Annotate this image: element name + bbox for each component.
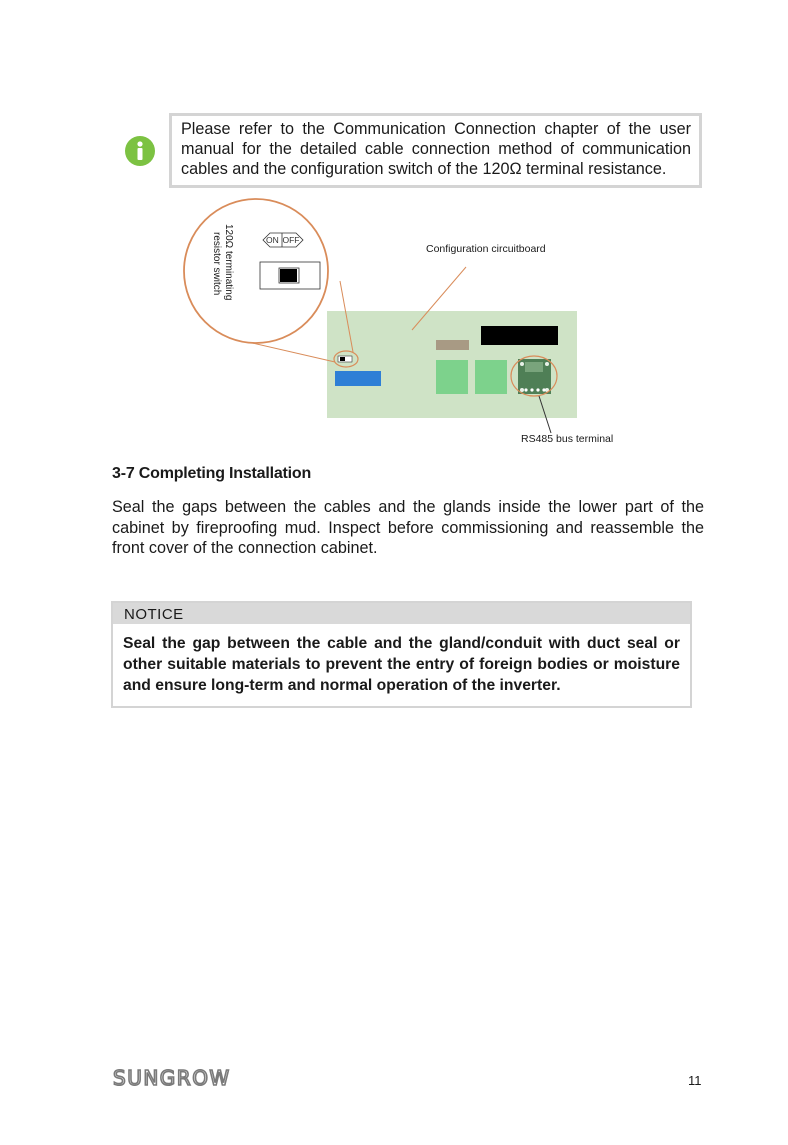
section-body: Seal the gaps between the cables and the glands inside the lower part of the cabinet by fireproofing mud. Inspect before commissioning and reassemble the front cover of the connection cabinet.: [112, 498, 704, 557]
switch-on-label: ON: [266, 235, 279, 245]
switch-label-line1: 120Ω terminating: [223, 224, 234, 301]
terminal-label: RS485 bus terminal: [521, 433, 614, 445]
brown-component: [436, 340, 469, 350]
logo-text: SUNGROW: [113, 1067, 231, 1089]
switch-label-line2: resistor switch: [211, 232, 222, 296]
page-number: 11: [688, 1073, 702, 1088]
info-note-box: [169, 113, 702, 188]
green-terminal-2: [475, 360, 507, 394]
notice-text: Seal the gap between the cable and the gland/conduit with duct seal or other suitable materials to prevent the entry of foreign bodies or moisture and ensure long-term and normal operation of the inverter.: [123, 635, 680, 694]
blue-component: [335, 371, 381, 386]
notice-heading: NOTICE: [113, 603, 690, 624]
info-icon: [125, 136, 155, 166]
green-terminal-1: [436, 360, 468, 394]
notice-box: [111, 601, 692, 708]
board-label: Configuration circuitboard: [426, 243, 546, 255]
black-connector: [481, 326, 558, 345]
sungrow-logo: [113, 1067, 258, 1094]
section-title: 3-7 Completing Installation: [112, 465, 312, 482]
circuit-board-figure: [170, 192, 630, 452]
info-note-text: Please refer to the Communication Connection chapter of the user manual for the detailed cable connection method of communication cables and the configuration switch of the 120Ω terminal resistance.: [181, 120, 691, 178]
switch-off-label: OFF: [282, 235, 300, 245]
